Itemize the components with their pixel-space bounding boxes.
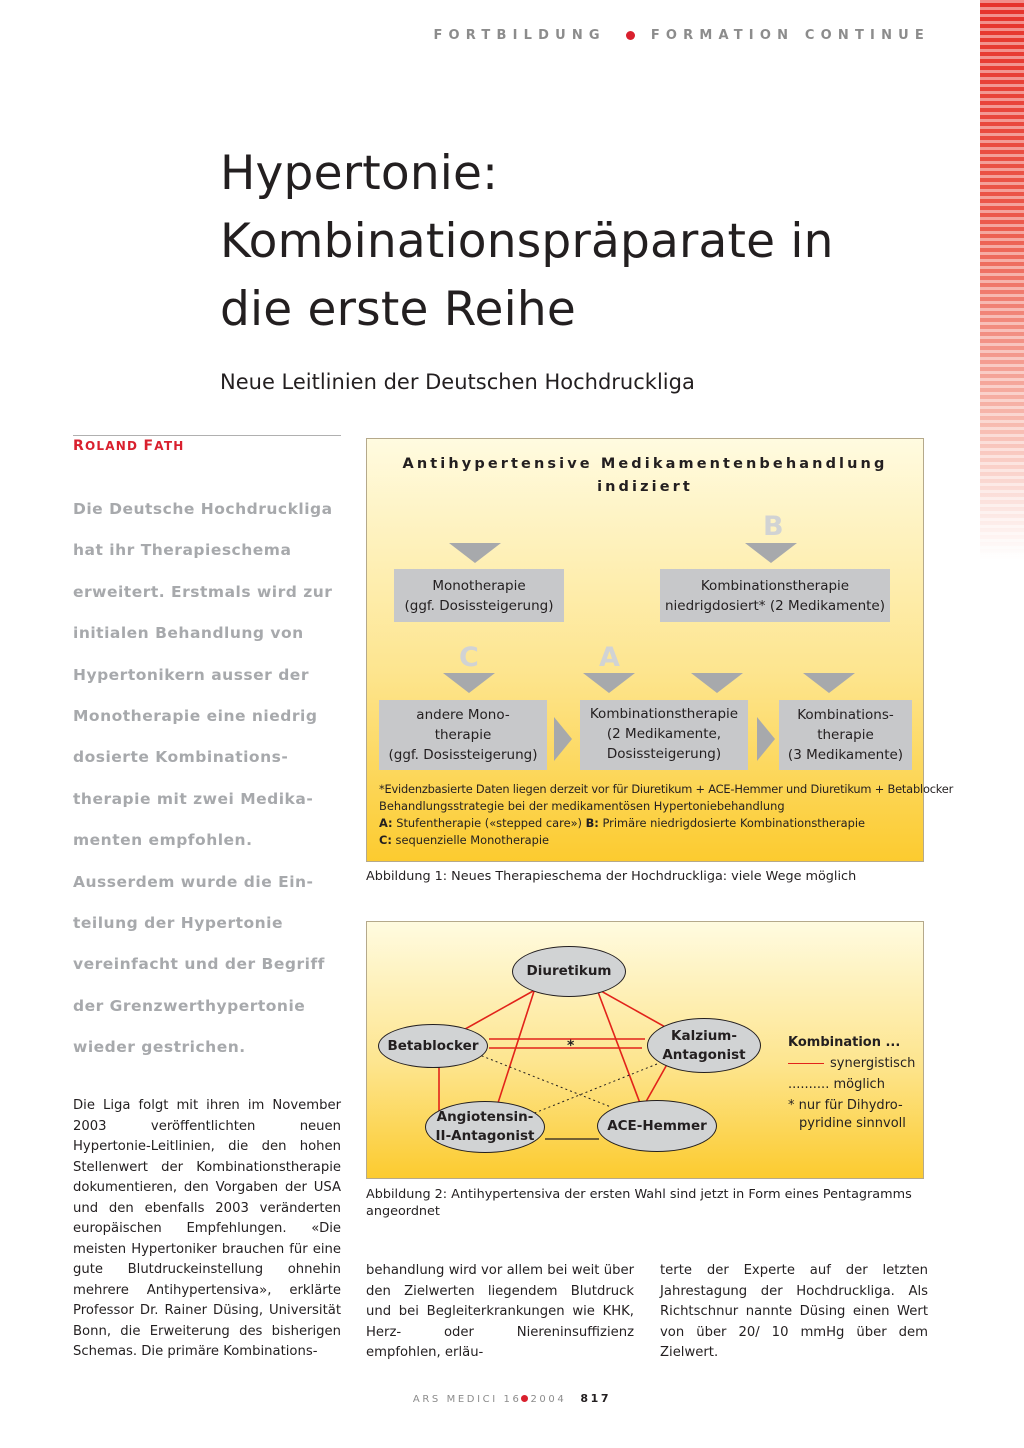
note-text: sequenzielle Monotherapie	[395, 833, 550, 847]
footer-journal: ARS MEDICI 16	[412, 1394, 522, 1405]
body-text: Die Liga folgt mit ihren im November 2003 veröffentlichten neuen Hypertonie-Leitlinien, die den hohen Stellenwert der Kombinationstherapie dokumentieren, den Vorgaben der USA und den ebenfalls 2003 veränderten europäischen Empfehlungen. «Die meisten Hypertoniker brauchen für eine gute Blutdruckeinstellung ohnehin mehrere Antihypertensiva», erklärte Professor Dr. Rainer Düsing, Universität Bonn, die Erweiterung des bisherigen Schemas. Die primäre Kombinations-	[73, 1098, 341, 1359]
edge-color-bar	[980, 0, 1024, 560]
lead-line: wieder gestrichen.	[73, 1038, 246, 1057]
lead-line: erweitert. Erstmals wird zur	[73, 582, 333, 601]
author-name	[73, 438, 184, 454]
node-betablocker	[378, 1024, 488, 1068]
box-text: (ggf. Dosissteigerung)	[404, 597, 554, 614]
body-column-2	[366, 1261, 634, 1364]
box-kombinationstherapie-niedrigdosiert	[660, 569, 890, 622]
down-arrow-icon	[443, 673, 495, 693]
down-arrow-icon	[745, 543, 797, 563]
figure-1-title-line-1: Antihypertensive Medikamentenbehandlung	[402, 456, 888, 472]
box-text: Kombinationstherapie	[589, 706, 739, 722]
note-strategy: Behandlungsstrategie bei der medikamentösen Hypertoniebehandlung	[379, 799, 785, 813]
title-line-1: Hypertonie:	[220, 146, 499, 201]
header-right-label: FORMATION CONTINUE	[650, 27, 930, 43]
lead-line: Monotherapie eine niedrig	[73, 707, 318, 726]
box-text: (3 Medikamente)	[787, 747, 904, 763]
body-column-1	[73, 1096, 341, 1363]
box-text: (2 Medikamente,	[606, 726, 722, 742]
lead-line: teilung der Hypertonie	[73, 914, 284, 933]
box-kombinationstherapie-2	[580, 700, 748, 770]
box-text: (ggf. Dosissteigerung)	[388, 747, 538, 763]
note-a	[379, 815, 919, 832]
box-monotherapie	[394, 569, 564, 622]
legend-note: pyridine sinnvoll	[799, 1116, 906, 1131]
figure-2-legend	[788, 1032, 918, 1133]
article-title	[220, 140, 960, 344]
node-diuretikum	[512, 946, 626, 997]
author-last-rest: ATH	[154, 439, 185, 453]
note-key: C:	[379, 833, 392, 847]
down-arrow-icon	[691, 673, 743, 693]
legend-title: Kombination ...	[788, 1035, 901, 1050]
body-text: terte der Experte auf der letzten Jahrestagung der Hochdruckliga. Als Richtschnur nannte Düsing einen Wert von über 20/ 10 mmHg über dem Zielwert.	[660, 1263, 928, 1360]
node-kalzium-antagonist	[647, 1018, 761, 1073]
lead-line: Die Deutsche Hochdruckliga	[73, 500, 333, 518]
footer-bullet-icon	[521, 1395, 528, 1402]
node-label: Antagonist	[662, 1046, 746, 1063]
lead-line: hat ihr Therapieschema	[73, 541, 292, 560]
author-first-rest: OLAND	[84, 439, 139, 453]
box-text: Dosissteigerung)	[606, 746, 722, 762]
body-column-3	[660, 1261, 928, 1364]
down-arrow-icon	[583, 673, 635, 693]
box-text: niedrigdosiert* (2 Medikamente)	[664, 597, 885, 614]
legend-possible	[788, 1074, 918, 1095]
note-text: Stufentherapie («stepped care»)	[396, 816, 582, 830]
lead-line: therapie mit zwei Medika-	[73, 789, 314, 808]
box-text: therapie	[434, 727, 492, 743]
node-label: Angiotensin-	[436, 1109, 534, 1125]
note-key: B:	[585, 816, 599, 830]
note-text: Primäre niedrigdosierte Kombinationstherapie	[602, 816, 866, 830]
figure-1-therapy-scheme	[366, 438, 954, 862]
pathway-label-a: A	[599, 642, 620, 673]
legend-synergistic	[788, 1053, 918, 1074]
author-last-initial: F	[143, 438, 155, 454]
lead-paragraph	[73, 489, 343, 1069]
legend-label: möglich	[833, 1077, 885, 1092]
node-ace-hemmer	[597, 1100, 717, 1152]
lead-line: Ausserdem wurde die Ein-	[73, 872, 314, 891]
figure-2-caption: Abbildung 2: Antihypertensiva der ersten Wahl sind jetzt in Form eines Pentagramms angeordnet	[366, 1187, 912, 1219]
possible-line	[477, 1054, 611, 1107]
down-arrow-icon	[803, 673, 855, 693]
figure-1-title	[367, 453, 923, 499]
lead-line: dosierte Kombinations-	[73, 748, 289, 767]
note-c	[379, 832, 919, 849]
box-text: therapie	[817, 727, 874, 743]
running-header	[352, 26, 930, 44]
title-line-2: Kombinationspräparate in	[220, 214, 834, 269]
box-text: andere Mono-	[416, 707, 510, 723]
figure-1-notes	[379, 781, 954, 849]
pathway-label-c: C	[459, 642, 479, 673]
box-text: Kombinations-	[797, 707, 894, 723]
title-line-3: die erste Reihe	[220, 282, 576, 337]
note-evidence: *Evidenzbasierte Daten liegen derzeit vor für Diuretikum + ACE-Hemmer und Diuretikum + Betablocker	[379, 782, 954, 796]
node-label: II-Antagonist	[435, 1128, 535, 1144]
pathway-label-b: B	[763, 511, 784, 542]
figure-1-title-line-2: indiziert	[597, 479, 693, 495]
node-angiotensin-ii-antagonist	[425, 1101, 545, 1153]
figure-1-caption: Abbildung 1: Neues Therapieschema der Hochdruckliga: viele Wege möglich	[366, 869, 857, 884]
legend-note: * nur für Dihydro-	[788, 1098, 903, 1113]
page-footer	[0, 1392, 1024, 1405]
node-label: ACE-Hemmer	[607, 1117, 707, 1134]
down-arrow-icon	[449, 543, 501, 563]
right-arrow-icon	[757, 717, 775, 761]
lead-line: menten empfohlen.	[73, 831, 253, 850]
box-kombinationstherapie-3	[779, 700, 912, 770]
note-key: A:	[379, 816, 393, 830]
header-left-label: FORTBILDUNG	[433, 27, 606, 43]
figure-2-pentagram	[366, 921, 924, 1179]
legend-red-line-icon	[788, 1063, 824, 1064]
right-arrow-icon	[554, 717, 572, 761]
legend-label: synergistisch	[830, 1056, 916, 1071]
article-subtitle: Neue Leitlinien der Deutschen Hochdruckliga	[220, 370, 695, 394]
header-bullet-icon	[626, 31, 635, 40]
lead-line: initialen Behandlung von	[73, 624, 304, 643]
lead-line: vereinfacht und der Begriff	[73, 955, 325, 974]
author-divider	[73, 435, 341, 436]
page-number: 817	[580, 1392, 612, 1405]
legend-dotted-line-icon: ..........	[788, 1077, 830, 1092]
author-first-initial: R	[73, 438, 85, 454]
node-label: Betablocker	[387, 1037, 479, 1054]
lead-line: der Grenzwerthypertonie	[73, 996, 306, 1015]
lead-line: Hypertonikern ausser der	[73, 665, 309, 684]
node-label: Kalzium-	[671, 1027, 737, 1044]
box-andere-monotherapie	[379, 700, 547, 770]
body-text: behandlung wird vor allem bei weit über den Zielwerten liegendem Blutdruck und bei Begleiterkrankungen wie KHK, Herz- oder Niereninsuffizienz empfohlen, erläu-	[366, 1263, 634, 1360]
star-marker: *	[567, 1038, 575, 1054]
box-text: Kombinationstherapie	[700, 577, 850, 594]
footer-year: 2004	[530, 1394, 567, 1405]
node-label: Diuretikum	[526, 963, 612, 979]
box-text: Monotherapie	[432, 577, 526, 594]
